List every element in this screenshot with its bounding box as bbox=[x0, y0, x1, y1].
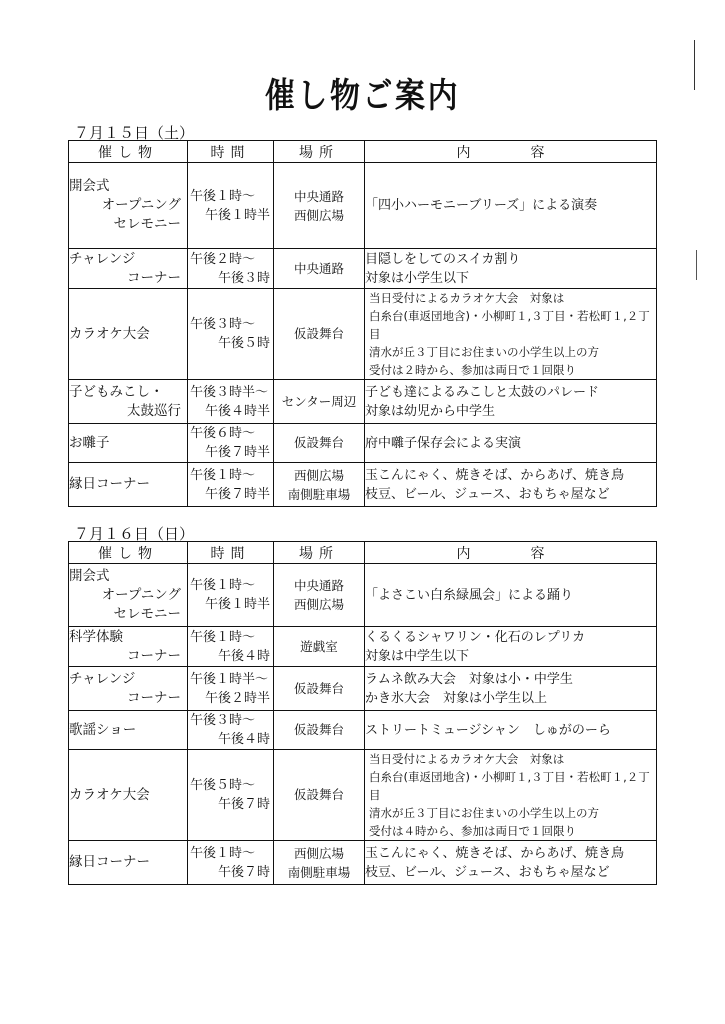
content-cell bbox=[365, 711, 657, 750]
content-cell bbox=[365, 424, 657, 463]
place-cell-line: 中央通路 bbox=[293, 578, 344, 593]
content-cell bbox=[365, 249, 657, 289]
time-cell-line: 午後３時～ bbox=[190, 713, 256, 728]
time-cell bbox=[188, 289, 274, 380]
time-cell bbox=[188, 711, 274, 750]
time-cell bbox=[188, 163, 274, 249]
time-cell-line: 午後１時半～ bbox=[190, 671, 269, 687]
place-cell-line: 西側広場 bbox=[293, 597, 344, 612]
event-cell-line: カラオケ大会 bbox=[69, 325, 150, 342]
header-row bbox=[69, 141, 657, 163]
event-cell bbox=[69, 627, 188, 667]
time-cell bbox=[188, 667, 274, 711]
content-cell-line: 清水が丘３丁目にお住まいの小学生以上の方 bbox=[369, 345, 599, 359]
place-cell-line: 南側駐車場 bbox=[287, 486, 351, 502]
event-cell-line: カラオケ大会 bbox=[69, 786, 150, 803]
event-cell bbox=[69, 463, 188, 507]
content-cell-line: 清水が丘３丁目にお住まいの小学生以上の方 bbox=[369, 806, 599, 820]
place-cell bbox=[274, 380, 365, 424]
event-cell-line: コーナー bbox=[127, 689, 181, 706]
table-row bbox=[69, 667, 657, 711]
content-cell bbox=[365, 163, 657, 249]
content-cell-line: 白糸台(車返団地含)・小柳町１,３丁目・若松町１,２丁目 bbox=[369, 309, 650, 341]
time-cell bbox=[188, 249, 274, 289]
place-cell-line: 仮設舞台 bbox=[293, 435, 344, 450]
day1-date: ７月１５日（土） bbox=[74, 124, 195, 142]
place-header: 場所 bbox=[274, 141, 365, 163]
content-cell-line: 当日受付によるカラオケ大会 対象は bbox=[369, 752, 565, 766]
content-cell-line: 枝豆、ビール、ジュース、おもちゃ屋など bbox=[365, 864, 610, 880]
event-cell-line: 子どもみこし・ bbox=[69, 383, 164, 400]
event-cell-line: チャレンジ bbox=[69, 250, 136, 267]
content-header: 内容 bbox=[365, 141, 657, 163]
place-cell bbox=[274, 564, 365, 627]
day2-date: ７月１６日（日） bbox=[74, 525, 195, 543]
table-row bbox=[69, 163, 657, 249]
content-cell-line: 府中囃子保存会による実演 bbox=[365, 435, 522, 451]
time-cell bbox=[188, 424, 274, 463]
time-cell bbox=[188, 463, 274, 507]
place-cell-line: 西側広場 bbox=[293, 467, 344, 483]
content-cell-line: 受付は４時から、参加は両日で１回限り bbox=[369, 824, 576, 838]
time-cell-line: 午後１時～ bbox=[190, 629, 256, 645]
content-cell bbox=[365, 289, 657, 380]
time-cell-line: 午後７時 bbox=[217, 864, 270, 880]
time-cell bbox=[188, 564, 274, 627]
time-cell bbox=[188, 750, 274, 841]
content-cell-line: 白糸台(車返団地含)・小柳町１,３丁目・若松町１,２丁目 bbox=[369, 770, 650, 802]
place-cell-line: 仮設舞台 bbox=[293, 326, 344, 341]
margin-mark bbox=[694, 40, 696, 90]
place-cell bbox=[274, 463, 365, 507]
content-header: 内容 bbox=[365, 542, 657, 564]
time-cell-line: 午後１時半 bbox=[204, 207, 270, 223]
time-cell-line: 午後３時半～ bbox=[190, 384, 269, 400]
day1-schedule-table bbox=[68, 140, 657, 507]
time-cell-line: 午後１時～ bbox=[190, 578, 256, 593]
content-cell-line: 対象は小学生以下 bbox=[365, 270, 470, 286]
event-cell-line: セレモニー bbox=[113, 216, 181, 232]
content-cell bbox=[365, 380, 657, 424]
content-cell-line: ストリートミュージシャン しゅがのーら bbox=[365, 722, 611, 738]
page-title: 催し物ご案内 bbox=[264, 76, 461, 116]
content-cell bbox=[365, 841, 657, 885]
place-cell bbox=[274, 711, 365, 750]
event-header: 催し物 bbox=[69, 542, 188, 564]
place-cell bbox=[274, 289, 365, 380]
content-cell bbox=[365, 627, 657, 667]
place-cell bbox=[274, 163, 365, 249]
content-cell-line: 子ども達によるみこしと太鼓のパレード bbox=[365, 384, 600, 400]
table-row bbox=[69, 711, 657, 750]
place-cell bbox=[274, 424, 365, 463]
day2-schedule-table bbox=[68, 541, 657, 885]
place-cell-line: 遊戯室 bbox=[300, 638, 338, 654]
time-cell-line: 午後３時～ bbox=[190, 317, 256, 332]
content-cell-line: 「四小ハーモニーブリーズ」による演奏 bbox=[365, 198, 598, 213]
event-cell-line: チャレンジ bbox=[69, 670, 136, 687]
time-cell-line: 午後３時 bbox=[217, 270, 270, 286]
time-cell-line: 午後５時 bbox=[217, 336, 270, 351]
event-cell-line: コーナー bbox=[127, 269, 181, 286]
content-cell-line: くるくるシャワリン・化石のレプリカ bbox=[365, 629, 586, 645]
content-cell bbox=[365, 667, 657, 711]
event-cell bbox=[69, 380, 188, 424]
time-cell-line: 午後１時～ bbox=[190, 467, 256, 483]
content-cell-line: 対象は中学生以下 bbox=[365, 648, 470, 664]
event-cell bbox=[69, 249, 188, 289]
place-cell-line: 仮設舞台 bbox=[293, 680, 344, 696]
table-row bbox=[69, 627, 657, 667]
table-row bbox=[69, 249, 657, 289]
place-cell bbox=[274, 667, 365, 711]
event-cell bbox=[69, 841, 188, 885]
event-header: 催し物 bbox=[69, 141, 188, 163]
place-cell-line: 中央通路 bbox=[293, 188, 344, 204]
event-cell bbox=[69, 750, 188, 841]
table-row bbox=[69, 380, 657, 424]
content-cell bbox=[365, 564, 657, 627]
content-cell-line: 「よさこい白糸緑風会」による踊り bbox=[365, 587, 574, 603]
place-cell-line: 西側広場 bbox=[293, 207, 344, 223]
place-cell-line: 西側広場 bbox=[293, 845, 344, 861]
table-row bbox=[69, 564, 657, 627]
event-cell bbox=[69, 163, 188, 249]
event-cell-line: 縁日コーナー bbox=[69, 854, 150, 870]
event-cell-line: 開会式 bbox=[69, 567, 110, 584]
table-row bbox=[69, 841, 657, 885]
content-cell-line: かき氷大会 対象は小学生以上 bbox=[365, 690, 548, 706]
content-cell-line: 玉こんにゃく、焼きそば、からあげ、焼き鳥 bbox=[365, 467, 624, 483]
table-row bbox=[69, 750, 657, 841]
time-cell-line: 午後４時 bbox=[217, 732, 270, 747]
time-cell-line: 午後４時半 bbox=[204, 403, 270, 419]
place-cell bbox=[274, 627, 365, 667]
time-cell-line: 午後７時半 bbox=[204, 445, 270, 460]
place-cell bbox=[274, 750, 365, 841]
content-cell-line: 受付は２時から、参加は両日で１回限り bbox=[369, 363, 576, 377]
content-cell-line: 枝豆、ビール、ジュース、おもちゃ屋など bbox=[365, 486, 610, 502]
event-cell-line: 歌謡ショー bbox=[69, 721, 137, 738]
content-cell-line: 目隠しをしてのスイカ割り bbox=[365, 251, 521, 267]
event-cell-line: 開会式 bbox=[69, 178, 110, 194]
event-cell bbox=[69, 289, 188, 380]
event-cell bbox=[69, 667, 188, 711]
place-cell-line: 南側駐車場 bbox=[287, 864, 351, 880]
header-row bbox=[69, 542, 657, 564]
event-cell-line: 科学体験 bbox=[69, 628, 123, 645]
event-cell-line: コーナー bbox=[127, 647, 181, 664]
time-cell-line: 午後６時～ bbox=[190, 426, 256, 441]
event-cell bbox=[69, 424, 188, 463]
table-row bbox=[69, 424, 657, 463]
place-cell-line: 仮設舞台 bbox=[293, 722, 344, 737]
time-cell-line: 午後１時～ bbox=[190, 188, 256, 204]
event-cell bbox=[69, 711, 188, 750]
time-cell bbox=[188, 380, 274, 424]
content-cell-line: 玉こんにゃく、焼きそば、からあげ、焼き鳥 bbox=[365, 845, 624, 861]
time-cell-line: 午後５時～ bbox=[190, 778, 256, 793]
time-cell-line: 午後７時 bbox=[217, 797, 270, 812]
event-cell bbox=[69, 564, 188, 627]
place-cell-line: 仮設舞台 bbox=[293, 787, 344, 802]
time-cell bbox=[188, 627, 274, 667]
content-cell-line: ラムネ飲み大会 対象は小・中学生 bbox=[365, 671, 573, 687]
place-header: 場所 bbox=[274, 542, 365, 564]
place-cell bbox=[274, 841, 365, 885]
table-row bbox=[69, 463, 657, 507]
event-cell-line: お囃子 bbox=[69, 434, 110, 451]
time-cell-line: 午後１時半 bbox=[204, 597, 270, 612]
event-cell-line: 縁日コーナー bbox=[69, 476, 150, 492]
time-header: 時間 bbox=[188, 141, 274, 163]
margin-mark bbox=[696, 250, 697, 280]
time-cell bbox=[188, 841, 274, 885]
table-row bbox=[69, 289, 657, 380]
time-cell-line: 午後１時～ bbox=[190, 845, 256, 861]
content-cell bbox=[365, 463, 657, 507]
event-cell-line: セレモニー bbox=[113, 605, 181, 622]
event-cell-line: オープニング bbox=[101, 586, 181, 603]
place-cell-line: センター周辺 bbox=[281, 393, 357, 409]
time-cell-line: 午後２時～ bbox=[190, 251, 256, 267]
place-cell-line: 中央通路 bbox=[293, 260, 344, 276]
event-cell-line: 太鼓巡行 bbox=[127, 402, 181, 419]
place-cell bbox=[274, 249, 365, 289]
content-cell bbox=[365, 750, 657, 841]
time-cell-line: 午後２時半 bbox=[204, 690, 270, 706]
content-cell-line: 対象は幼児から中学生 bbox=[365, 403, 496, 419]
event-cell-line: オープニング bbox=[101, 197, 181, 213]
time-cell-line: 午後４時 bbox=[217, 648, 270, 664]
time-header: 時間 bbox=[188, 542, 274, 564]
content-cell-line: 当日受付によるカラオケ大会 対象は bbox=[369, 291, 565, 305]
time-cell-line: 午後７時半 bbox=[204, 486, 270, 502]
